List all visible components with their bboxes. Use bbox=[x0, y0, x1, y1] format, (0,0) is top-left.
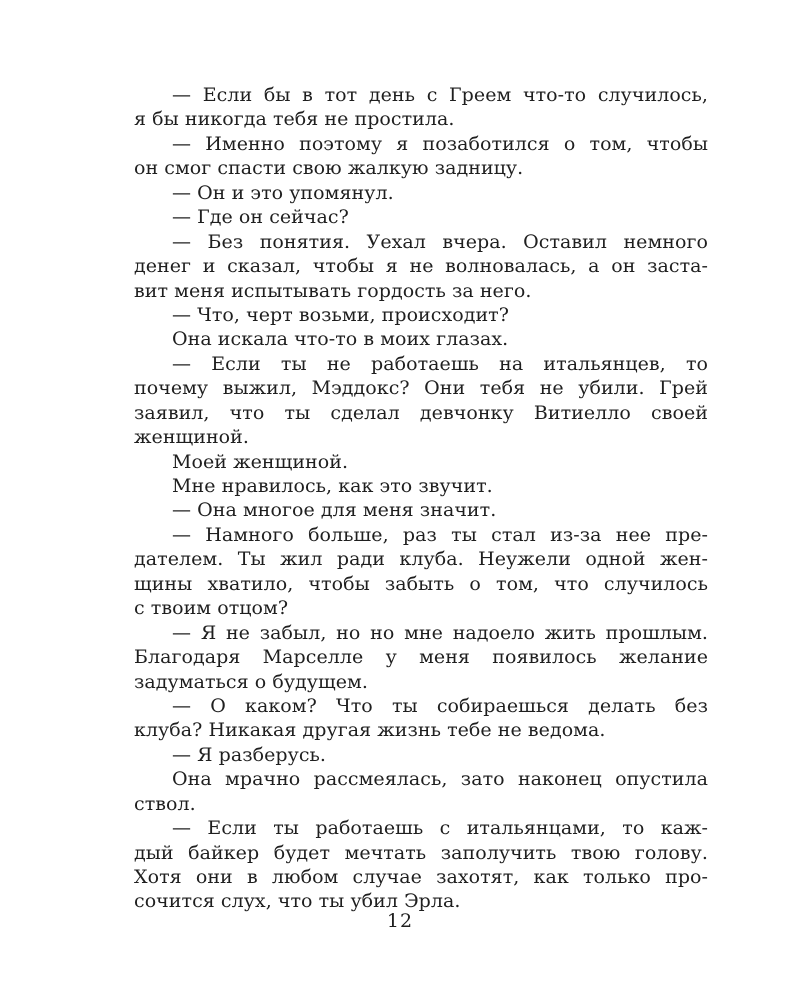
paragraph-first-line: — Она многое для меня значит. bbox=[172, 499, 497, 522]
paragraph-line: почему выжил, Мэддокс? Они тебя не убили. Грей bbox=[134, 377, 708, 400]
paragraph-first-line: Она искала что-то в моих глазах. bbox=[172, 328, 509, 351]
paragraph-line: клуба? Никакая другая жизнь тебе не ведома. bbox=[134, 719, 606, 742]
paragraph-line: ствол. bbox=[134, 792, 196, 815]
paragraph-first-line: — Без понятия. Уехал вчера. Оставил немного bbox=[172, 230, 708, 253]
paragraph-line: Хотя они в любом случае захотят, как только про- bbox=[134, 866, 708, 888]
paragraph-first-line: — Если ты не работаешь на итальянцев, то bbox=[172, 352, 708, 375]
paragraph-first-line: — Если бы в тот день с Греем что-то случилось, bbox=[172, 84, 708, 106]
paragraph-first-line: — Что, черт возьми, происходит? bbox=[172, 303, 509, 326]
paragraph-first-line: — Я разберусь. bbox=[172, 743, 327, 766]
paragraph-line: денег и сказал, чтобы я не волновалась, а он заста- bbox=[134, 255, 708, 278]
page-number: 12 bbox=[386, 910, 414, 932]
paragraph-line: с твоим отцом? bbox=[134, 597, 289, 620]
paragraph-first-line: Мне нравилось, как это звучит. bbox=[172, 475, 493, 497]
paragraph-line: женщиной. bbox=[134, 426, 249, 449]
paragraph-line: дателем. Ты жил ради клуба. Неужели одной жен- bbox=[134, 548, 708, 571]
paragraph-line: задуматься о будущем. bbox=[134, 670, 368, 693]
paragraph-first-line: — Если ты работаешь с итальянцами, то каж- bbox=[172, 817, 708, 840]
paragraph-first-line: — Он и это упомянул. bbox=[172, 181, 394, 204]
paragraph-first-line: — Намного больше, раз ты стал из-за нее пре- bbox=[172, 523, 708, 546]
body-text bbox=[134, 83, 708, 914]
paragraph-first-line: — Я не забыл, но но мне надоело жить прошлым. bbox=[172, 621, 708, 644]
paragraph-line: он смог спасти свою жалкую задницу. bbox=[134, 157, 524, 180]
paragraph-first-line: Моей женщиной. bbox=[172, 450, 349, 473]
paragraph-line: щины хватило, чтобы забыть о том, что случилось bbox=[134, 572, 708, 595]
paragraph-line: вит меня испытывать гордость за него. bbox=[134, 279, 532, 302]
paragraph-line: Благодаря Марселле у меня появилось желание bbox=[134, 646, 708, 669]
paragraph-first-line: — Где он сейчас? bbox=[172, 206, 349, 229]
paragraph-line: заявил, что ты сделал девчонку Витиелло своей bbox=[134, 401, 708, 424]
paragraph-first-line: — О каком? Что ты собираешься делать без bbox=[172, 694, 708, 717]
paragraph-first-line: Она мрачно рассмеялась, зато наконец опустила bbox=[172, 768, 708, 791]
paragraph-line: дый байкер будет мечтать заполучить твою голову. bbox=[134, 841, 708, 864]
paragraph-line: я бы никогда тебя не простила. bbox=[134, 108, 455, 131]
paragraph-first-line: — Именно поэтому я позаботился о том, чтобы bbox=[172, 132, 708, 155]
paragraph-line: сочится слух, что ты убил Эрла. bbox=[134, 890, 461, 913]
